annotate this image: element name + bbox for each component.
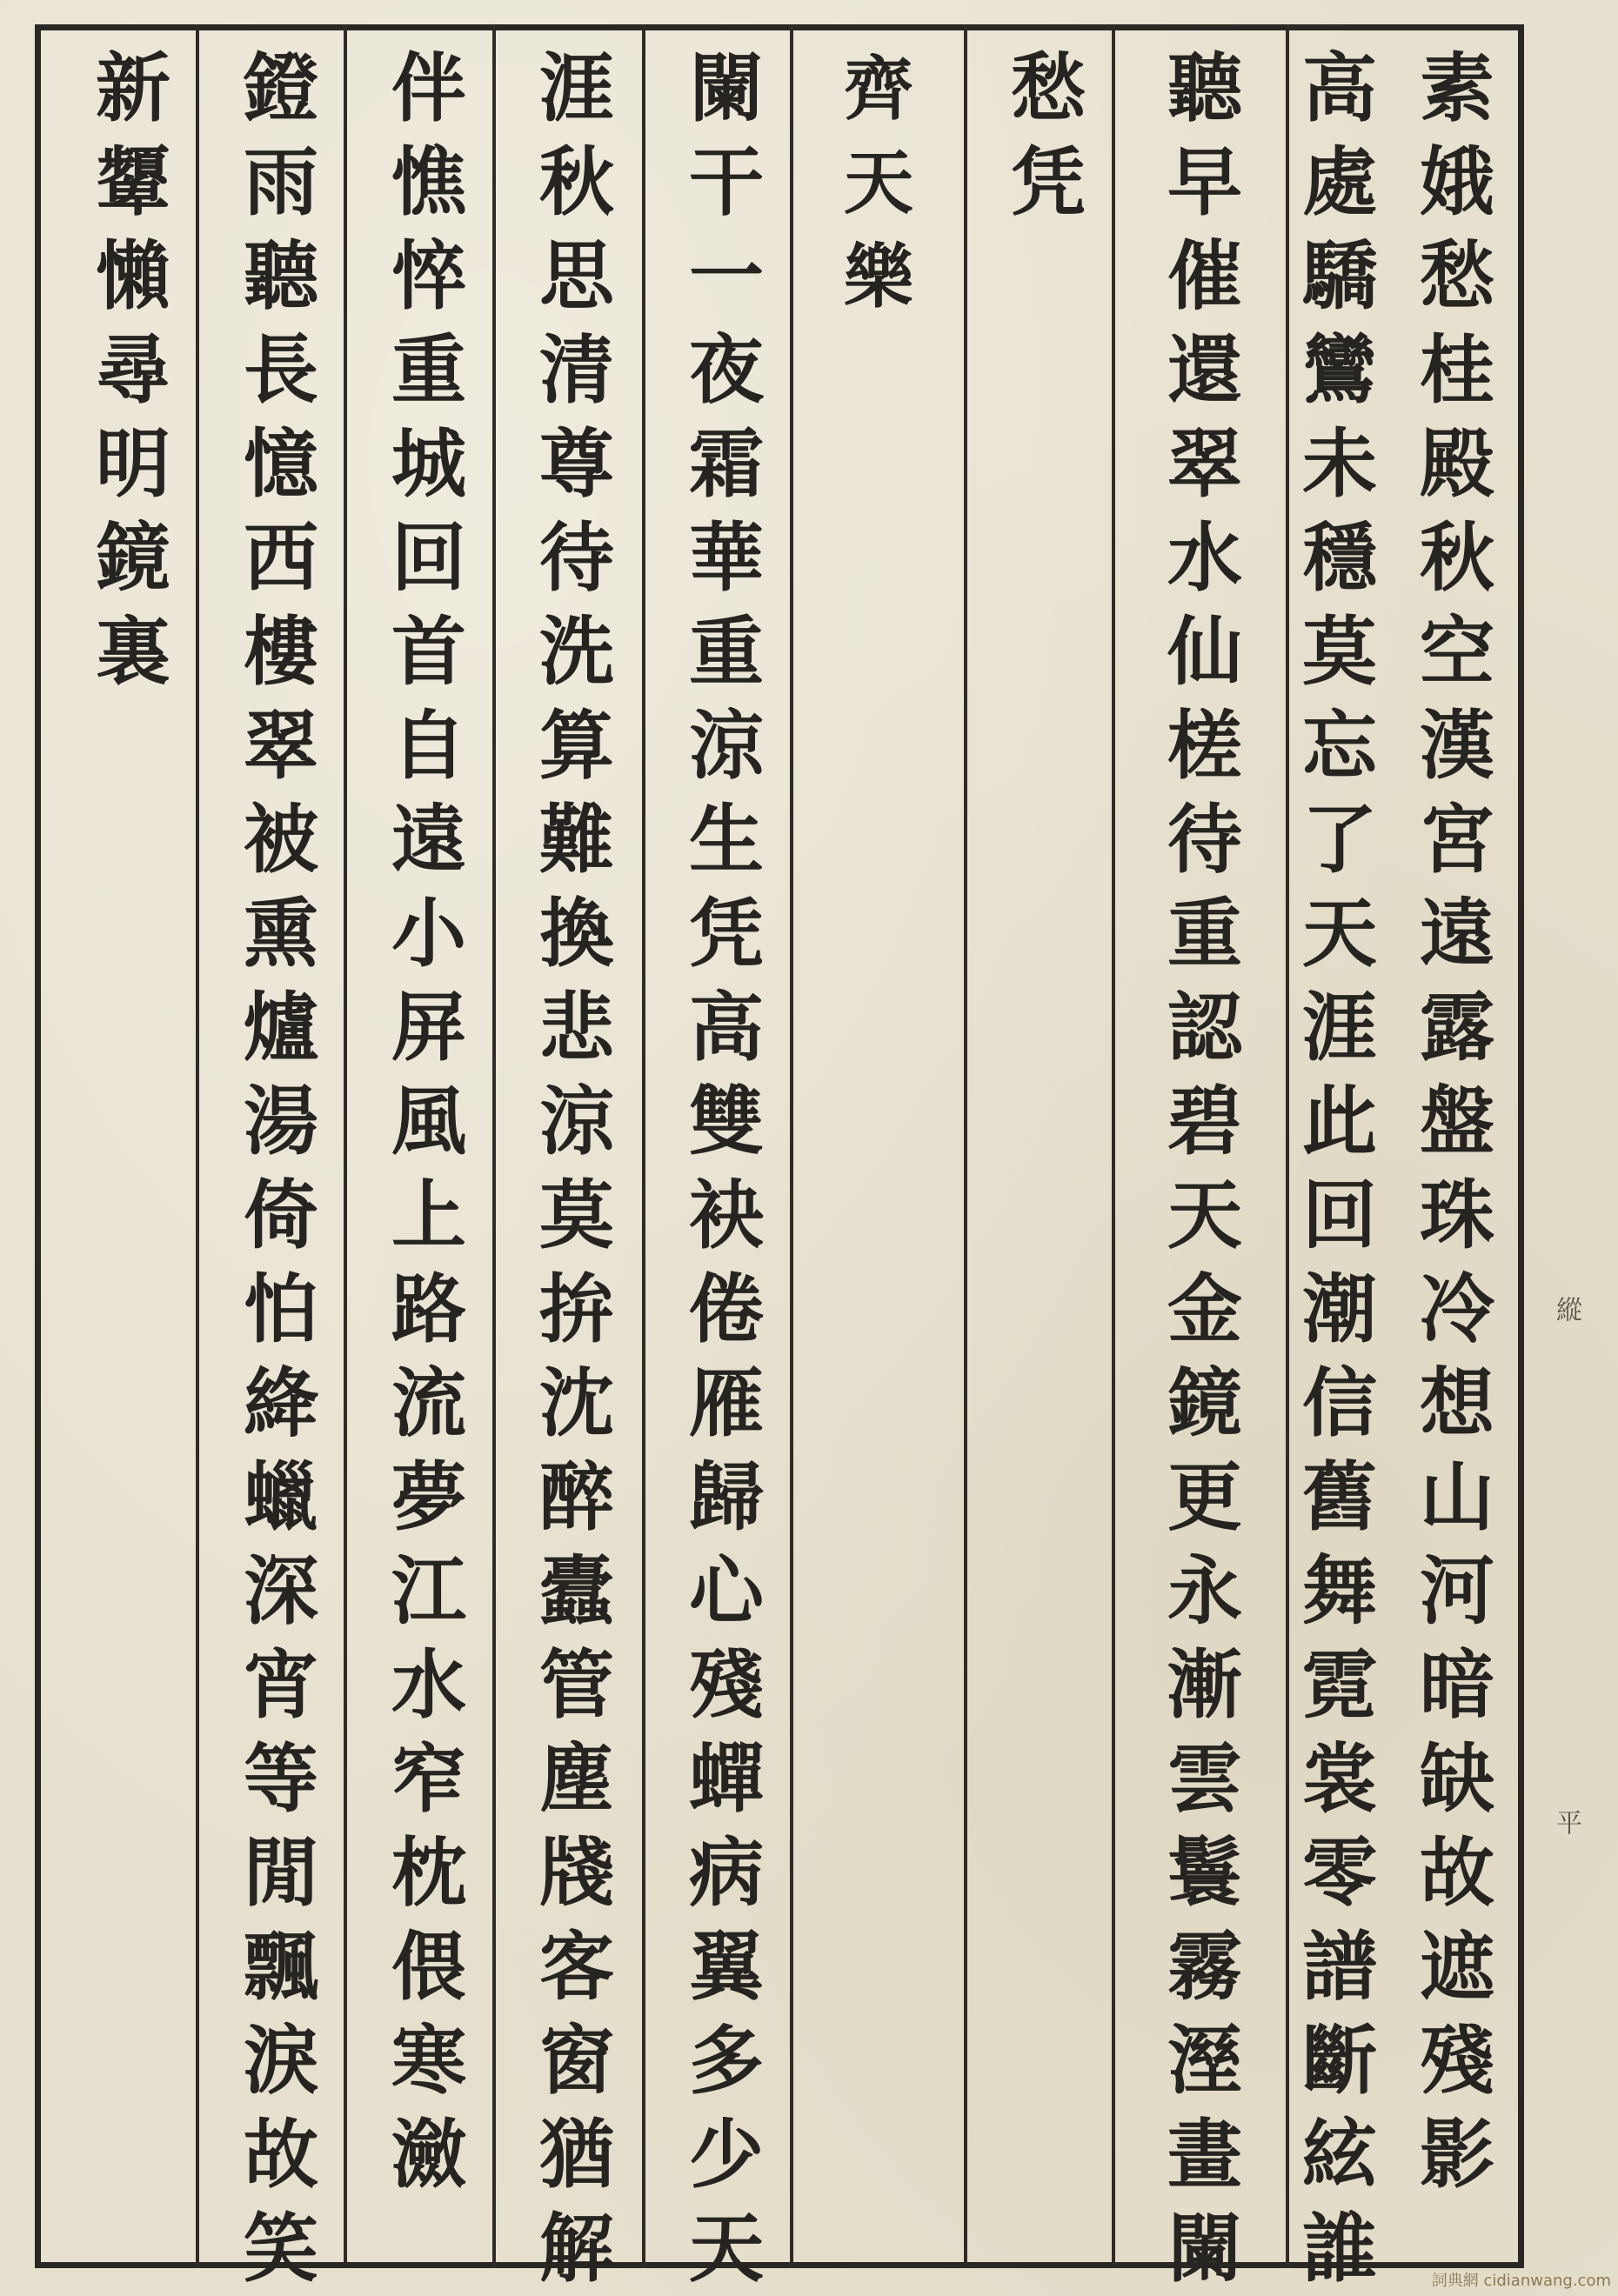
poem-character: 高 [689,984,764,1071]
title-character: 齊 [844,48,913,130]
poem-character: 回 [391,514,466,602]
poem-character: 流 [391,1359,466,1447]
poem-character: 信 [1302,1359,1377,1447]
poem-character: 涯 [539,44,614,132]
poem-character: 明 [96,420,170,508]
poem-character: 淚 [244,2017,318,2105]
poem-character: 怕 [244,1265,318,1353]
poem-character: 莫 [539,1171,614,1259]
poem-character: 拚 [539,1265,614,1353]
poem-character: 涼 [689,702,764,790]
text-column-5 [661,42,792,2293]
poem-character: 飄 [244,1923,318,2011]
poem-character: 城 [391,420,466,508]
poem-character: 盤 [1420,1078,1494,1165]
poem-character: 雙 [689,1078,764,1165]
poem-character: 夢 [391,1453,466,1541]
poem-character: 鸞 [1302,326,1377,414]
poem-character: 窗 [539,2017,614,2105]
poem-character: 譜 [1302,1923,1377,2011]
poem-character: 雁 [689,1359,764,1447]
title-character: 樂 [844,236,913,317]
poem-character: 畫 [1167,2111,1242,2199]
poem-character: 河 [1420,1547,1494,1635]
poem-character: 穩 [1302,514,1377,602]
poem-character: 解 [539,2205,614,2293]
poem-character: 西 [244,514,318,602]
poem-character: 首 [391,608,466,696]
poem-character: 笑 [244,2205,318,2293]
poem-character: 凭 [689,890,764,978]
text-column-8 [216,42,346,2293]
poem-character: 難 [539,796,614,884]
poem-character: 暗 [1420,1641,1494,1729]
poem-character: 漸 [1167,1641,1242,1729]
poem-character: 尋 [96,326,170,414]
poem-character: 窄 [391,1735,466,1823]
poem-character: 影 [1420,2111,1494,2199]
site-watermark: 詞典網 cidianwang.com [1431,2272,1611,2290]
poem-character: 江 [391,1547,466,1635]
poem-character: 驕 [1302,232,1377,320]
poem-character: 重 [1167,890,1242,978]
title-character: 天 [844,142,913,224]
poem-character: 等 [244,1735,318,1823]
poem-character: 翠 [1167,420,1242,508]
poem-character: 熏 [244,890,318,978]
poem-character: 顰 [96,138,170,226]
poem-character: 溼 [1167,2017,1242,2105]
poem-character: 認 [1167,984,1242,1071]
text-column-6 [511,42,642,2293]
poem-character: 聽 [1167,44,1242,132]
poem-character: 沈 [539,1359,614,1447]
poem-character: 重 [689,608,764,696]
poem-character: 早 [1167,138,1242,226]
poem-character: 客 [539,1923,614,2011]
poem-character: 了 [1302,796,1377,884]
poem-character: 懶 [96,232,170,320]
poem-character: 更 [1167,1453,1242,1541]
poem-character: 清 [539,326,614,414]
poem-character: 新 [96,44,170,132]
poem-character: 悲 [539,984,614,1071]
poem-character: 天 [1302,890,1377,978]
poem-character: 宵 [244,1641,318,1729]
poem-character: 催 [1167,232,1242,320]
poem-character: 未 [1302,420,1377,508]
poem-character: 歸 [689,1453,764,1541]
poem-character: 生 [689,796,764,884]
poem-character: 舞 [1302,1547,1377,1635]
text-column-2 [1274,42,1405,2293]
poem-character: 零 [1302,1829,1377,1917]
poem-character: 倦 [689,1265,764,1353]
poem-character: 故 [244,2111,318,2199]
poem-character: 被 [244,796,318,884]
poem-character: 空 [1420,608,1494,696]
poem-character: 蠹 [539,1547,614,1635]
poem-character: 處 [1302,138,1377,226]
poem-character: 多 [689,2017,764,2105]
poem-character: 翠 [244,702,318,790]
poem-character: 還 [1167,326,1242,414]
text-column-4 [983,42,1113,2259]
poem-character: 斷 [1302,2017,1377,2105]
poem-character: 愁 [1420,232,1494,320]
poem-character: 漢 [1420,702,1494,790]
poem-character: 待 [539,514,614,602]
poem-character: 閒 [244,1829,318,1917]
poem-character: 寒 [391,2017,466,2105]
poem-character: 爐 [244,984,318,1071]
poem-character: 少 [689,2111,764,2199]
poem-character: 天 [689,2205,764,2293]
poem-character: 風 [391,1078,466,1165]
poem-character: 上 [391,1171,466,1259]
poem-character: 娥 [1420,138,1494,226]
poem-character: 換 [539,890,614,978]
poem-character: 殘 [689,1641,764,1729]
poem-character: 尊 [539,420,614,508]
poem-character: 洗 [539,608,614,696]
poem-character: 天 [1167,1171,1242,1259]
poem-character: 缺 [1420,1735,1494,1823]
poem-character: 闌 [1167,2205,1242,2293]
poem-character: 鏡 [96,514,170,602]
poem-character: 枕 [391,1829,466,1917]
poem-character: 此 [1302,1078,1377,1165]
poem-character: 蟬 [689,1735,764,1823]
poem-character: 重 [391,326,466,414]
poem-character: 珠 [1420,1171,1494,1259]
poem-character: 倚 [244,1171,318,1259]
poem-character: 宮 [1420,796,1494,884]
poem-character: 伴 [391,44,466,132]
poem-character: 絳 [244,1359,318,1447]
poem-character: 霧 [1167,1923,1242,2011]
poem-character: 屏 [391,984,466,1071]
poem-character: 待 [1167,796,1242,884]
poem-character: 一 [689,232,764,320]
poem-character: 蠟 [244,1453,318,1541]
poem-character: 小 [391,890,466,978]
poem-character: 仙 [1167,608,1242,696]
poem-character: 裏 [96,608,170,696]
margin-note: 平 [1551,1809,1581,1837]
poem-character: 潮 [1302,1265,1377,1353]
poem-character: 涼 [539,1078,614,1165]
poem-character: 夜 [689,326,764,414]
poem-character: 管 [539,1641,614,1729]
poem-character: 偎 [391,1923,466,2011]
poem-character: 桂 [1420,326,1494,414]
text-column-1 [1392,42,1522,2259]
text-column-3 [1140,42,1270,2293]
poem-character: 自 [391,702,466,790]
poem-character: 思 [539,232,614,320]
poem-character: 闌 [689,44,764,132]
poem-character: 樓 [244,608,318,696]
text-column-7 [364,42,494,2259]
text-column-9 [68,42,198,2259]
poem-title-column [813,42,944,2259]
poem-character: 故 [1420,1829,1494,1917]
poem-character: 雲 [1167,1735,1242,1823]
poem-character: 干 [689,138,764,226]
poem-character: 翼 [689,1923,764,2011]
poem-character: 誰 [1302,2205,1377,2293]
poem-character: 瀲 [391,2111,466,2199]
poem-character: 槎 [1167,702,1242,790]
poem-character: 雨 [244,138,318,226]
poem-character: 凭 [1011,138,1086,226]
poem-character: 回 [1302,1171,1377,1259]
poem-character: 遠 [1420,890,1494,978]
column-rule [642,24,645,2268]
poem-character: 秋 [1420,514,1494,602]
poem-character: 山 [1420,1453,1494,1541]
poem-character: 素 [1420,44,1494,132]
poem-character: 殘 [1420,2017,1494,2105]
poem-character: 悴 [391,232,466,320]
poem-character: 裳 [1302,1735,1377,1823]
poem-character: 莫 [1302,608,1377,696]
poem-character: 猶 [539,2111,614,2199]
poem-character: 遮 [1420,1923,1494,2011]
poem-character: 水 [391,1641,466,1729]
poem-character: 高 [1302,44,1377,132]
poem-character: 鐙 [244,44,318,132]
poem-character: 塵 [539,1735,614,1823]
poem-character: 想 [1420,1359,1494,1447]
poem-character: 愁 [1011,44,1086,132]
poem-character: 水 [1167,514,1242,602]
poem-character: 病 [689,1829,764,1917]
poem-character: 鏡 [1167,1359,1242,1447]
poem-character: 湯 [244,1078,318,1165]
poem-character: 舊 [1302,1453,1377,1541]
poem-character: 牋 [539,1829,614,1917]
poem-character: 算 [539,702,614,790]
poem-character: 霜 [689,420,764,508]
poem-character: 醉 [539,1453,614,1541]
poem-character: 露 [1420,984,1494,1071]
poem-character: 深 [244,1547,318,1635]
poem-character: 絃 [1302,2111,1377,2199]
poem-character: 心 [689,1547,764,1635]
poem-character: 袂 [689,1171,764,1259]
poem-character: 碧 [1167,1078,1242,1165]
poem-character: 憶 [244,420,318,508]
poem-character: 忘 [1302,702,1377,790]
poem-character: 鬟 [1167,1829,1242,1917]
poem-character: 金 [1167,1265,1242,1353]
poem-character: 涯 [1302,984,1377,1071]
poem-character: 秋 [539,138,614,226]
poem-character: 冷 [1420,1265,1494,1353]
poem-character: 聽 [244,232,318,320]
poem-character: 永 [1167,1547,1242,1635]
poem-character: 長 [244,326,318,414]
poem-character: 霓 [1302,1641,1377,1729]
poem-character: 殿 [1420,420,1494,508]
poem-character: 遠 [391,796,466,884]
margin-note: 縱 [1551,1296,1581,1324]
poem-character: 華 [689,514,764,602]
column-rule [964,24,967,2268]
poem-character: 路 [391,1265,466,1353]
poem-character: 憔 [391,138,466,226]
